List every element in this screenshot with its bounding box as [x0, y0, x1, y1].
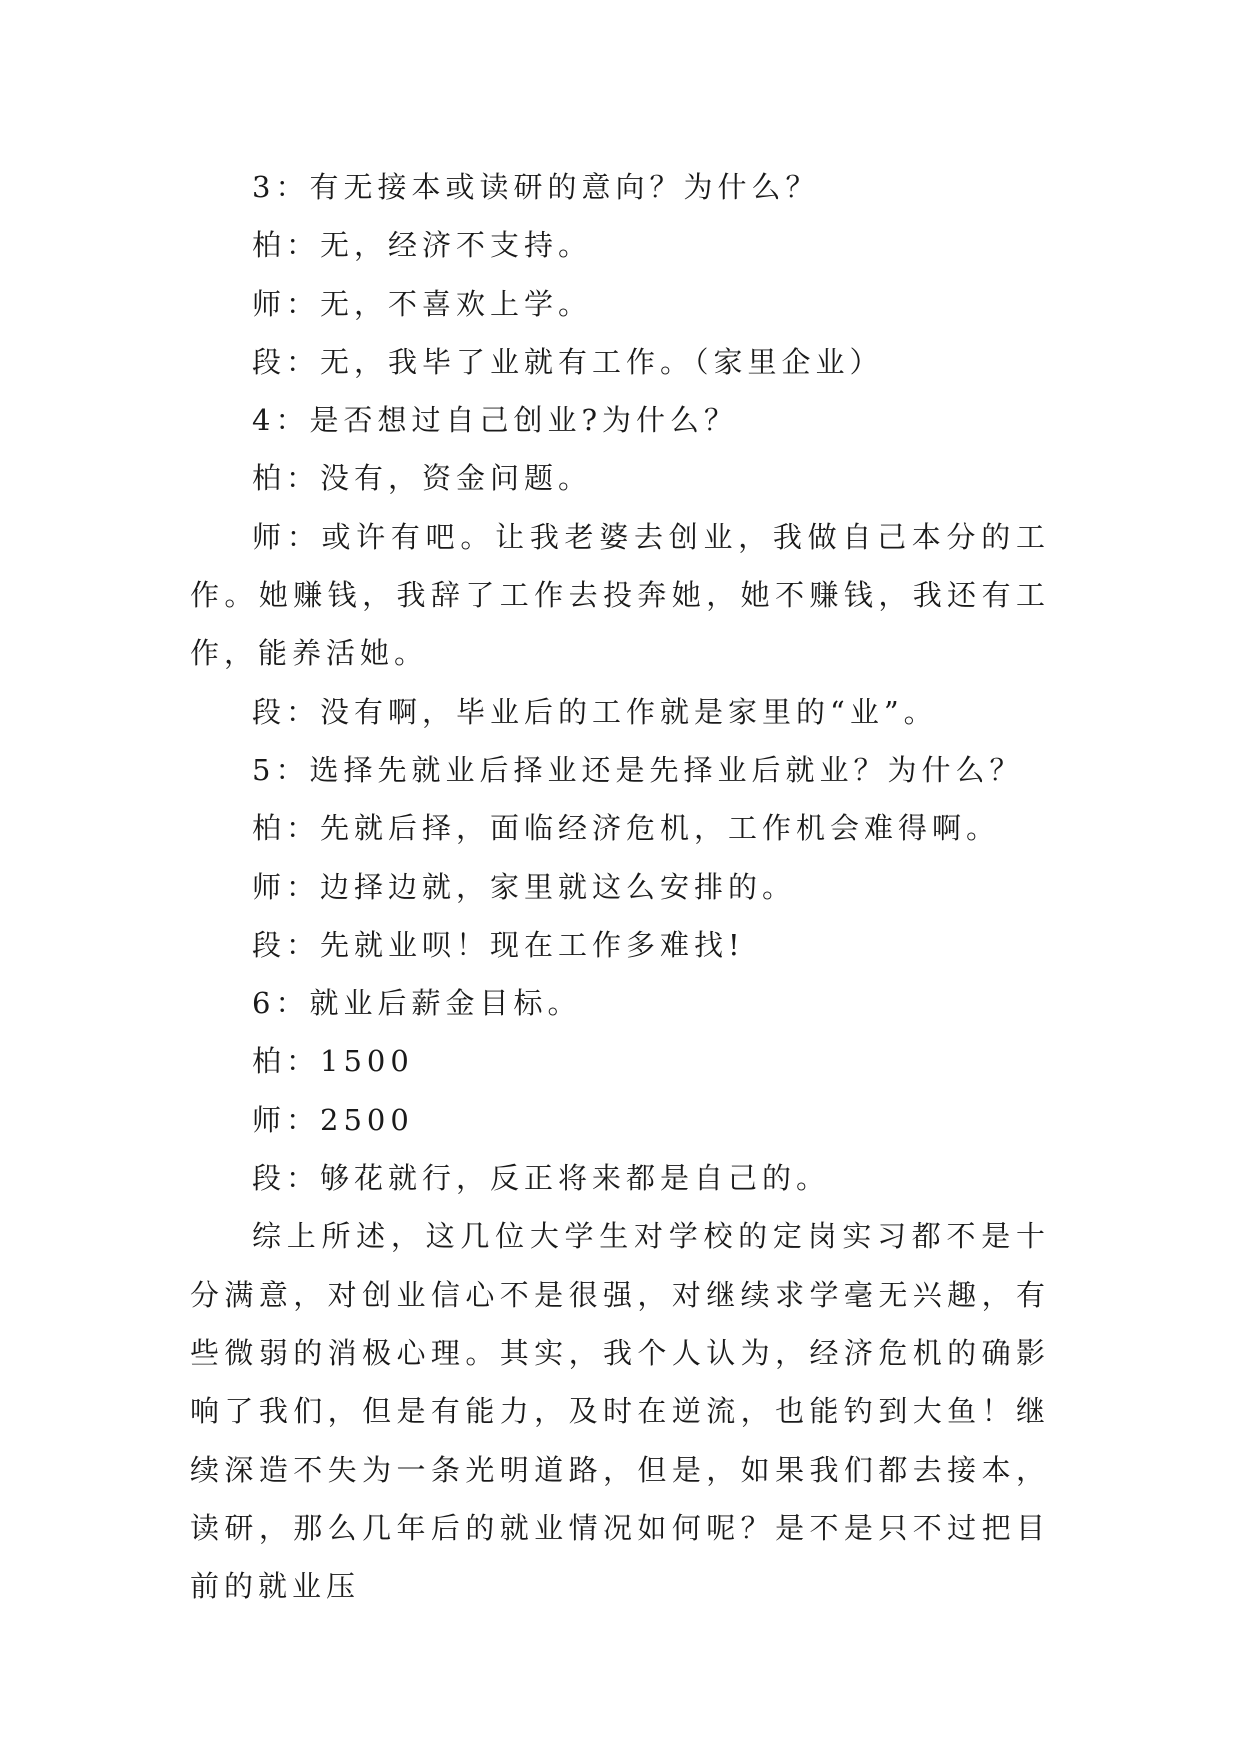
- answer-shi-6: 师：2500: [252, 1102, 414, 1137]
- answer-shi-4: 师：或许有吧。让我老婆去创业，我做自己本分的工作。她赚钱，我辞了工作去投奔她，她不赚钱，我还有工作，能养活她。: [190, 519, 1050, 671]
- answer-duan-4: 段：没有啊，毕业后的工作就是家里的“业”。: [252, 694, 938, 729]
- answer-bai-3: 柏：无，经济不支持。: [252, 228, 593, 263]
- question-3: 3：有无接本或读研的意向？为什么？: [252, 170, 820, 204]
- question-6: 6：就业后薪金目标。: [252, 986, 582, 1021]
- answer-bai-4: 柏：没有，资金问题。: [252, 461, 593, 496]
- summary-paragraph: 综上所述，这几位大学生对学校的定岗实习都不是十分满意，对创业信心不是很强，对继续求学毫无兴趣，有些微弱的消极心理。其实，我个人认为，经济危机的确影响了我们，但是有能力，及时在逆流，也能钓到大鱼！继续深造不失为一条光明道路，但是，如果我们都去接本，读研，那么几年后的就业情况如何呢？是不是只不过把目前的就业压: [190, 1219, 1050, 1604]
- question-5: 5：选择先就业后择业还是先择业后就业？为什么？: [252, 752, 1024, 787]
- answer-shi-3: 师：无，不喜欢上学。: [252, 286, 593, 321]
- document-page: [190, 158, 1050, 1615]
- answer-bai-6: 柏：1500: [252, 1044, 414, 1079]
- answer-duan-5: 段：先就业呗！现在工作多难找!: [252, 927, 745, 962]
- answer-duan-6: 段：够花就行，反正将来都是自己的。: [252, 1161, 831, 1196]
- answer-bai-5: 柏：先就后择，面临经济危机，工作机会难得啊。: [252, 811, 1001, 846]
- question-4: 4：是否想过自己创业?为什么？: [252, 403, 738, 438]
- answer-shi-5: 师：边择边就，家里就这么安排的。: [252, 869, 797, 904]
- answer-duan-3: 段：无，我毕了业就有工作。（家里企业）: [252, 344, 884, 379]
